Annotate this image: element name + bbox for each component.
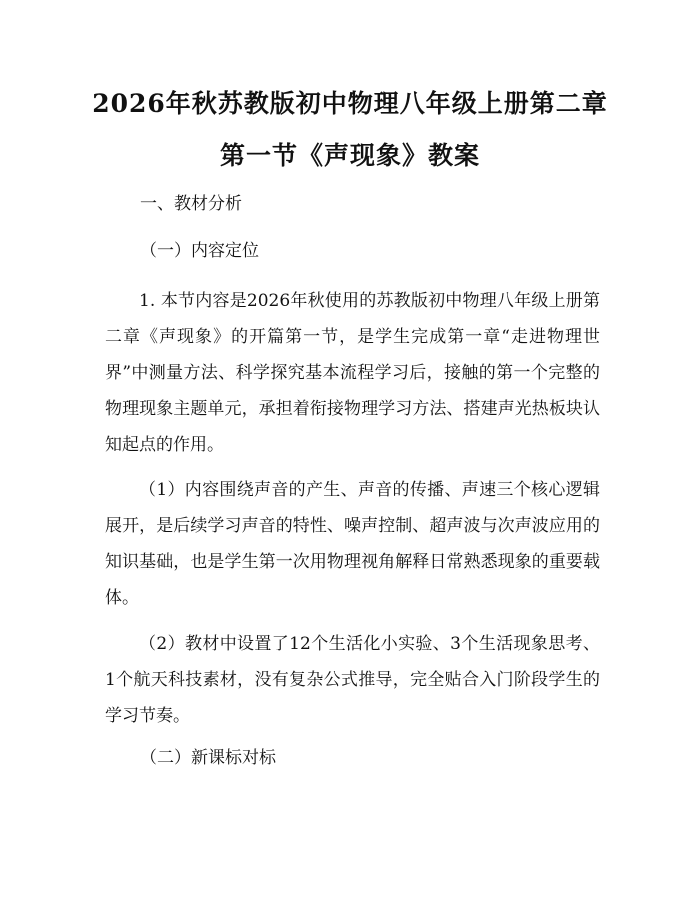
subsection-heading-content-positioning: （一）内容定位 (140, 241, 259, 261)
section-heading-textbook-analysis: 一、教材分析 (140, 194, 242, 214)
document-title-line-2: 第一节《声现象》教案 (219, 141, 480, 170)
paragraph-2: （1）内容围绕声音的产生、声音的传播、声速三个核心逻辑展开，是后续学习声音的特性、噪声控制、超声波与次声波应用的知识基础，也是学生第一次用物理视角解释日常熟悉现象的重要载体。 (105, 480, 600, 608)
subsection-heading-curriculum-standard: （二）新课标对标 (140, 748, 276, 768)
document-title-line-1: 2026年秋苏教版初中物理八年级上册第二章 (92, 89, 608, 118)
paragraph-1: 1. 本节内容是2026年秋使用的苏教版初中物理八年级上册第二章《声现象》的开篇第一节，是学生完成第一章“走进物理世界”中测量方法、科学探究基本流程学习后，接触的第一个完整的物理现象主题单元，承担着衔接物理学习方法、搭建声光热板块认知起点的作用。 (105, 291, 600, 455)
paragraph-3: （2）教材中设置了12个生活化小实验、3个生活现象思考、1个航天科技素材，没有复杂公式推导，完全贴合入门阶段学生的学习节奏。 (105, 634, 600, 726)
